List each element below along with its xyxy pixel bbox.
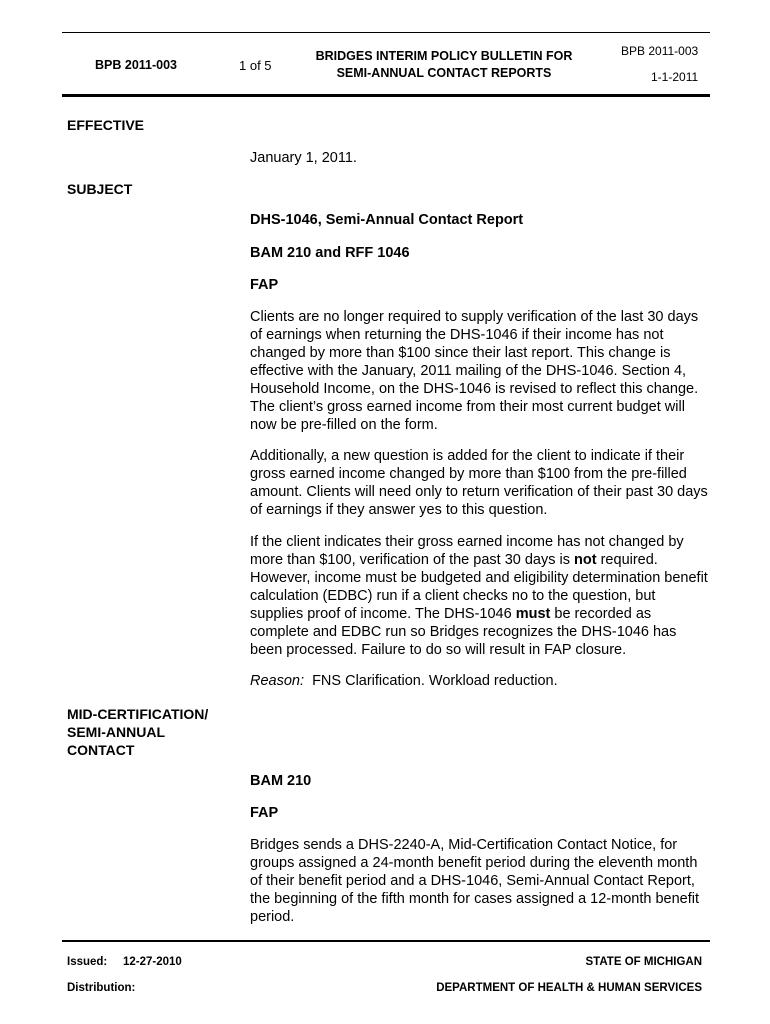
footer-issued-date: 12-27-2010 — [123, 956, 182, 968]
subject-paragraph-2: Additionally, a new question is added for the client to indicate if their gross earned income changed by more than $100 from the pre-filled amount. Clients will need only to return verification of their past 30 days of earnings if they answer yes to this question. — [250, 448, 708, 518]
reason-text: FNS Clarification. Workload reduction. — [304, 673, 558, 689]
subject-paragraph-3 — [250, 533, 710, 659]
mid-cert-heading-line3: CONTACT — [67, 742, 135, 758]
mid-cert-program: FAP — [250, 805, 279, 821]
effective-date: January 1, 2011. — [250, 150, 357, 166]
subject-reason — [250, 672, 710, 690]
para3-text-e: be recorded as complete and EDBC run so Bridges recognizes the DHS-1046 has been processed. Failure to do so will result in FAP closure. — [250, 606, 677, 658]
footer-distribution-label: Distribution: — [67, 982, 136, 994]
mid-cert-paragraph: Bridges sends a DHS-2240-A, Mid-Certification Contact Notice, for groups assigned a 24-month benefit period during the eleventh month of their benefit period and a DHS-1046, Semi-Annual Contact Report, the beginning of the fifth month for cases assigned a 12-month benefit period. — [250, 837, 699, 925]
para3-emphasis-must: must — [515, 606, 551, 622]
header-title-line2: SEMI-ANNUAL CONTACT REPORTS — [336, 66, 552, 80]
para3-text-c: required. However, income must be budgeted and eligibility determination benefit calculation (EDBC) run if a client checks no to the question, but supplies proof of income. The DHS-1046 — [250, 552, 708, 622]
subject-heading: SUBJECT — [67, 181, 133, 197]
effective-heading: EFFECTIVE — [67, 117, 145, 133]
subject-form-title: DHS-1046, Semi-Annual Contact Report — [250, 212, 524, 228]
para3-text-a: If the client indicates their gross earned income has not changed by more than $100, verification of the past 30 days is — [250, 534, 684, 568]
mid-cert-heading-line1: MID-CERTIFICATION/ — [67, 706, 209, 722]
footer-state: STATE OF MICHIGAN — [585, 956, 702, 968]
footer-rule — [62, 940, 710, 942]
header-top-rule — [62, 32, 710, 33]
subject-program: FAP — [250, 277, 279, 293]
mid-cert-heading — [67, 705, 208, 759]
header-bottom-rule — [62, 94, 710, 97]
header-page-number: 1 of 5 — [239, 58, 272, 73]
subject-paragraph-1: Clients are no longer required to supply verification of the last 30 days of earnings when returning the DHS-1046 if their income has not changed by more than $100 since their last report. This change is effective with the January, 2011 mailing of the DHS-1046. Section 4, Household Income, on the DHS-1046 is revised to reflect this change. The client’s gross earned income from their most current budget will now be pre-filled on the form. — [250, 309, 699, 433]
header-right-id: BPB 2011-003 — [621, 44, 699, 58]
footer-department: DEPARTMENT OF HEALTH & HUMAN SERVICES — [436, 982, 702, 994]
subject-references: BAM 210 and RFF 1046 — [250, 245, 410, 261]
mid-cert-heading-line2: SEMI-ANNUAL — [67, 724, 165, 740]
reason-label: Reason: — [250, 673, 305, 689]
header-bulletin-id: BPB 2011-003 — [95, 58, 178, 72]
header-title-line1: BRIDGES INTERIM POLICY BULLETIN FOR — [315, 49, 573, 63]
para3-emphasis-not: not — [574, 552, 597, 568]
footer-issued-label: Issued: — [67, 956, 108, 968]
mid-cert-reference: BAM 210 — [250, 773, 312, 789]
header-right-date: 1-1-2011 — [651, 70, 699, 84]
